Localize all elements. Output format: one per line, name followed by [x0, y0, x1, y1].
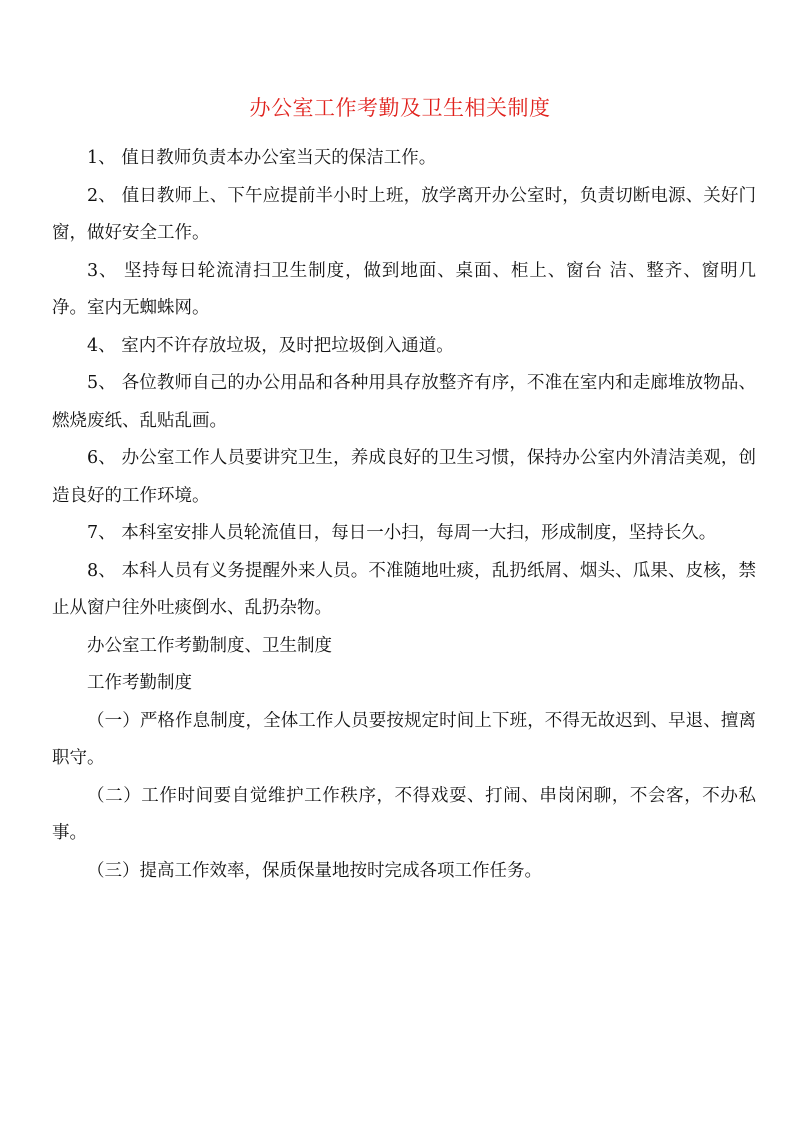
paragraph-8: 8、 本科人员有义务提醒外来人员。不准随地吐痰，乱扔纸屑、烟头、瓜果、皮核，禁止从窗户往外吐痰倒水、乱扔杂物。 — [52, 560, 756, 618]
paragraph-2: 2、 值日教师上、下午应提前半小时上班，放学离开办公室时，负责切断电源、关好门窗，做好安全工作。 — [52, 185, 756, 243]
section-heading-attendance-hygiene: 办公室工作考勤制度、卫生制度 — [87, 635, 332, 656]
paragraph-1: 1、 值日教师负责本办公室当天的保洁工作。 — [87, 148, 437, 168]
rule-item-2: （二）工作时间要自觉维护工作秩序，不得戏耍、打闹、串岗闲聊，不会客，不办私事。 — [52, 785, 756, 843]
paragraph-3: 3、 坚持每日轮流清扫卫生制度，做到地面、桌面、柜上、窗台 洁、整齐、窗明几净。室内无蜘蛛网。 — [52, 260, 756, 318]
section-heading-attendance: 工作考勤制度 — [87, 673, 192, 693]
document-body — [52, 140, 756, 890]
paragraph-5: 5、 各位教师自己的办公用品和各种用具存放整齐有序，不准在室内和走廊堆放物品、燃烧废纸、乱贴乱画。 — [52, 373, 756, 431]
rule-item-1: （一）严格作息制度，全体工作人员要按规定时间上下班，不得无故迟到、早退、擅离职守。 — [52, 710, 756, 768]
paragraph-7: 7、 本科室安排人员轮流值日，每日一小扫，每周一大扫，形成制度，坚持长久。 — [87, 523, 717, 543]
document-title: 办公室工作考勤及卫生相关制度 — [249, 96, 551, 120]
rule-item-3: （三）提高工作效率，保质保量地按时完成各项工作任务。 — [87, 860, 542, 881]
paragraph-6: 6、 办公室工作人员要讲究卫生，养成良好的卫生习惯，保持办公室内外清洁美观，创造良好的工作环境。 — [52, 448, 756, 506]
paragraph-4: 4、 室内不许存放垃圾，及时把垃圾倒入通道。 — [87, 335, 454, 356]
